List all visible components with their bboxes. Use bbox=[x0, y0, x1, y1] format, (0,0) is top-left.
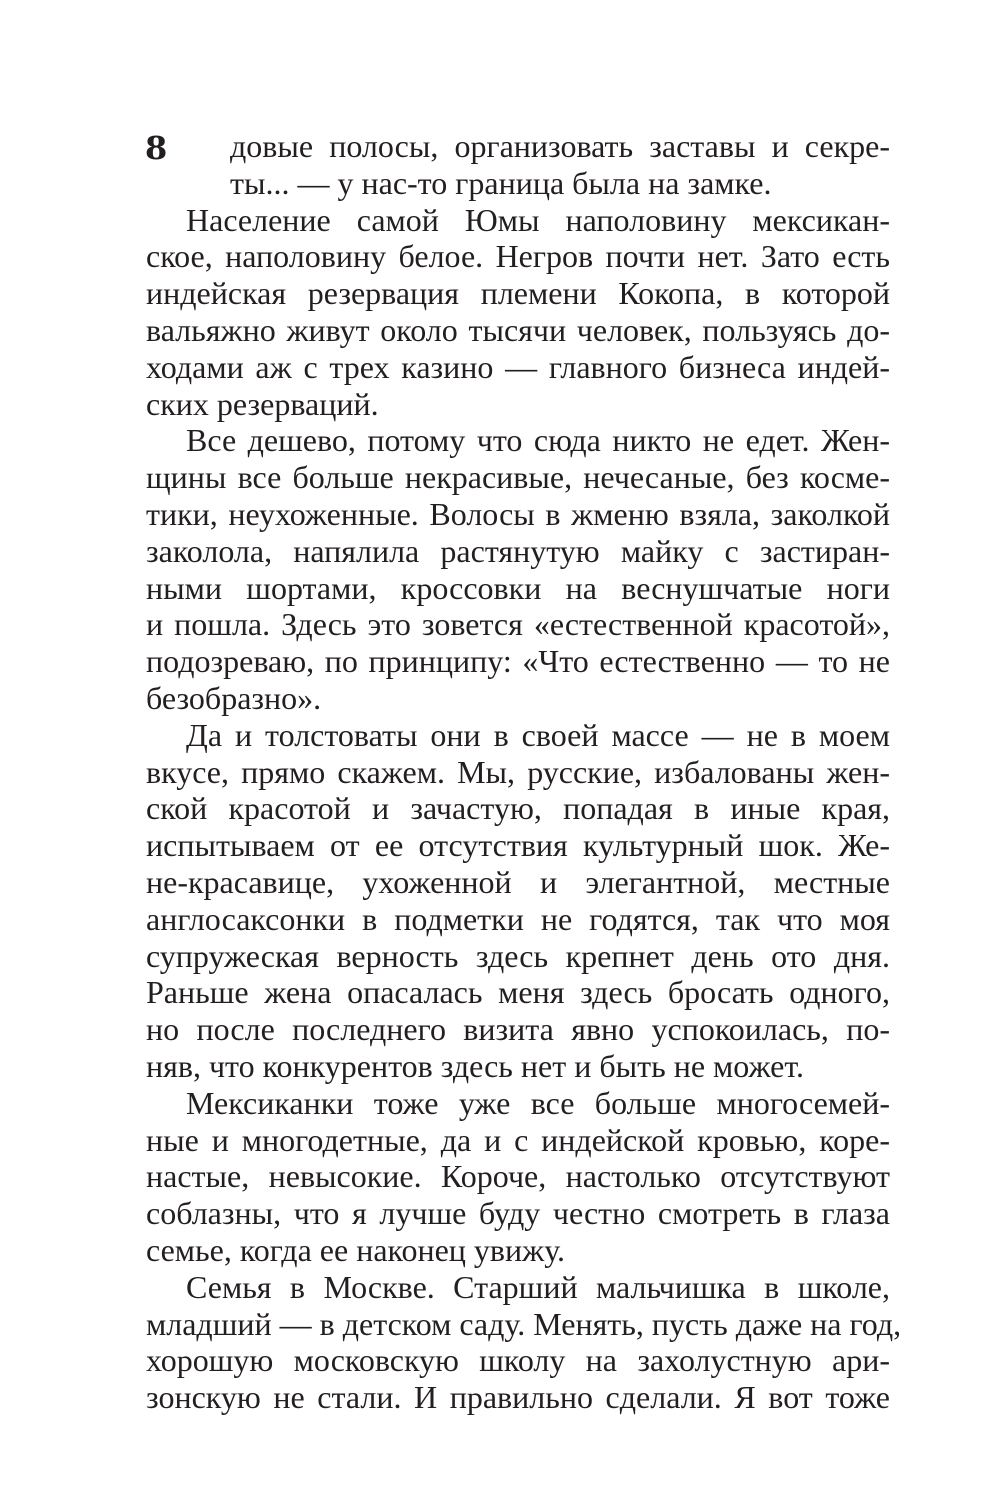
text-line: Семья в Москве. Старший мальчишка в школе, bbox=[186, 1268, 890, 1305]
text-line: зонскую не стали. И правильно сделали. Я вот тоже bbox=[146, 1379, 890, 1416]
text-line: ты... — у нас-то граница была на замке. bbox=[230, 164, 772, 201]
text-line: соблазны, что я лучше буду честно смотреть в глаза bbox=[146, 1195, 890, 1232]
text-line: Все дешево, потому что сюда никто не едет. Жен- bbox=[186, 422, 890, 459]
text-line: вальяжно живут около тысячи человек, пользуясь до- bbox=[146, 311, 890, 348]
text-line: испытываем от ее отсутствия культурный шок. Же- bbox=[146, 827, 890, 864]
text-line: подозреваю, по принципу: «Что естественно — то не bbox=[146, 643, 890, 680]
text-line: ской красотой и зачастую, попадая в иные края, bbox=[146, 790, 890, 827]
paragraph bbox=[146, 202, 890, 423]
text-line: безобразно». bbox=[146, 679, 322, 716]
text-line: ными шортами, кроссовки на веснушчатые ноги bbox=[146, 569, 890, 606]
text-line: заколола, напялила растянутую майку с застиран- bbox=[146, 532, 890, 569]
text-line: хорошую московскую школу на захолустную ари- bbox=[146, 1342, 890, 1379]
text-line: и пошла. Здесь это зовется «естественной красотой», bbox=[146, 606, 890, 643]
paragraph bbox=[146, 1268, 902, 1416]
text-line: ское, наполовину белое. Негров почти нет. Зато есть bbox=[146, 238, 890, 275]
paragraph bbox=[146, 422, 890, 716]
text-line: тики, неухоженные. Волосы в жменю взяла, заколкой bbox=[146, 495, 890, 532]
text-line: довые полосы, организовать заставы и секре- bbox=[230, 128, 890, 164]
text-line: англосаксонки в подметки не годятся, так что моя bbox=[146, 900, 890, 937]
text-line: Население самой Юмы наполовину мексикан- bbox=[186, 201, 890, 238]
text-line: но после последнего визита явно успокоилась, по- bbox=[146, 1011, 890, 1048]
text-line: ходами аж с трех казино — главного бизнеса индей- bbox=[146, 348, 890, 385]
text-line: щины все больше некрасивые, нечесаные, без космe- bbox=[146, 459, 890, 496]
text-line: Раньше жена опасалась меня здесь бросать одного, bbox=[146, 974, 890, 1011]
paragraph bbox=[146, 128, 890, 202]
text-line: не-красавице, ухоженной и элегантной, местные bbox=[146, 863, 890, 900]
text-line: семье, когда ее наконец увижу. bbox=[146, 1231, 566, 1268]
text-line: ные и многодетные, да и с индейской кровью, коре- bbox=[146, 1121, 890, 1158]
text-line: Да и толстоваты они в своей массе — не в моем bbox=[186, 716, 890, 753]
text-line: индейская резервация племени Кокопа, в которой bbox=[146, 275, 890, 312]
text-line: младший — в детском саду. Менять, пусть даже на год, bbox=[146, 1305, 902, 1342]
text-line: вкусе, прямо скажем. Мы, русские, избалованы жен- bbox=[146, 753, 890, 790]
text-line: Мексиканки тоже уже все больше многосемей- bbox=[186, 1084, 890, 1121]
paragraph bbox=[146, 717, 890, 1085]
paragraph bbox=[146, 1085, 890, 1269]
text-line: ских резерваций. bbox=[146, 385, 379, 422]
text-line: настые, невысокие. Короче, настолько отсутствуют bbox=[146, 1158, 890, 1195]
text-line: супружеская верность здесь крепнет день ото дня. bbox=[146, 937, 890, 974]
text-line: няв, что конкурентов здесь нет и быть не может. bbox=[146, 1047, 804, 1084]
body-text bbox=[146, 128, 902, 1416]
page-number: 8 bbox=[145, 129, 168, 167]
